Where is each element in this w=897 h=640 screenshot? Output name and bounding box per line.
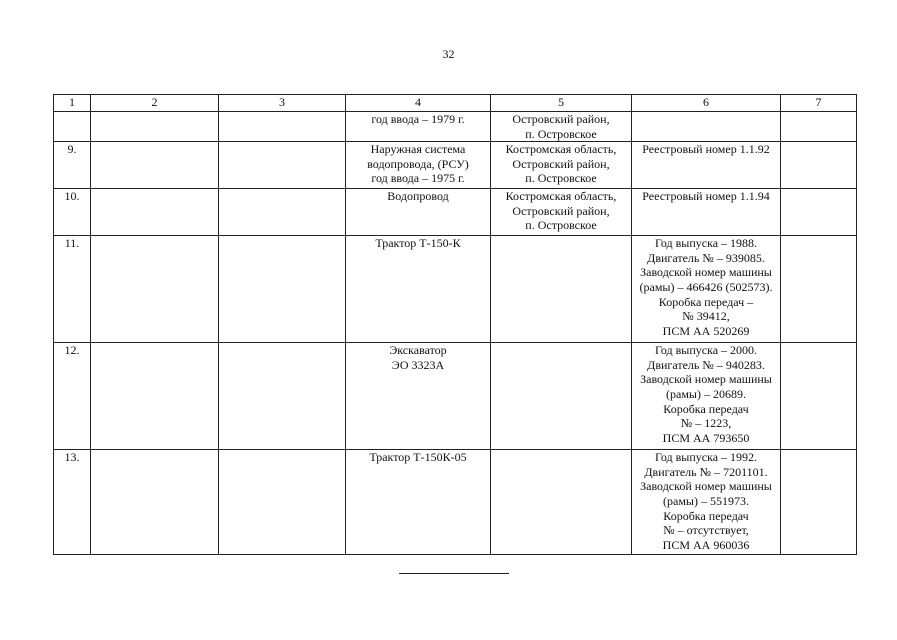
cell-text-line: Островский район, [512,156,610,171]
cell-col-5 [491,112,632,142]
cell-text-line: Островский район, [512,112,610,126]
cell-col-6 [632,450,781,555]
row-number: 13. [64,450,80,465]
cell-col-5 [491,343,632,450]
cell-text-line: п. Островское [525,126,597,141]
header-cell-2: 2 [91,95,219,112]
cell-text-line: п. Островское [525,171,597,186]
header-cell-1: 1 [54,95,91,112]
cell-text-line: (рамы) – 551973. [663,493,749,508]
cell-text-line: Островский район, [512,203,610,218]
cell-col-4 [346,142,491,189]
cell-text-line: № – 1223, [680,416,732,431]
cell-col-1 [54,236,91,343]
cell-text-line: Реестровый номер 1.1.94 [642,189,770,204]
cell-col-7 [781,112,857,142]
cell-text-line: ЭО 3323А [391,357,445,372]
cell-col-3 [219,236,346,343]
cell-col-5 [491,189,632,236]
table-header-row [54,95,857,112]
row-number: 9. [67,142,77,157]
cell-col-1 [54,450,91,555]
cell-text-line: Год выпуска – 1992. [654,450,758,465]
cell-col-7 [781,142,857,189]
cell-text-line: (рамы) – 466426 (502573). [639,279,773,294]
cell-text-line: п. Островское [525,218,597,233]
cell-col-3 [219,450,346,555]
cell-col-5 [491,142,632,189]
cell-text-line: Экскаватор [389,343,447,358]
cell-text-line: водопровода, (РСУ) [367,156,469,171]
cell-col-1 [54,189,91,236]
cell-text-line: № – отсутствует, [663,523,749,538]
cell-text-line: ПСМ АА 793650 [662,430,750,445]
cell-col-4 [346,112,491,142]
cell-text-line: Костромская область, [505,142,617,157]
cell-text-line: ПСМ АА 960036 [662,537,750,552]
row-number: 12. [64,343,80,358]
cell-text-line: Трактор Т-150К-05 [369,450,467,465]
cell-col-2 [91,450,219,555]
cell-col-6 [632,189,781,236]
cell-text-line: № 39412, [682,309,730,324]
property-registry-table [53,94,857,555]
cell-text-line: Реестровый номер 1.1.92 [642,142,770,157]
cell-col-3 [219,343,346,450]
cell-text-line: год ввода – 1979 г. [371,112,465,126]
cell-text-line: Двигатель № – 939085. [647,250,765,265]
header-cell-3: 3 [219,95,346,112]
cell-text-line: Коробка передач – [658,294,754,309]
cell-text-line: Год выпуска – 2000. [654,343,758,358]
cell-col-2 [91,236,219,343]
cell-col-3 [219,189,346,236]
cell-text-line: Заводской номер машины [640,265,772,280]
table-row [54,112,857,142]
cell-text-line: Двигатель № – 7201101. [644,464,768,479]
cell-text-line: (рамы) – 20689. [666,386,746,401]
row-number: 11. [64,236,80,251]
cell-col-7 [781,343,857,450]
header-cell-7: 7 [781,95,857,112]
cell-col-5 [491,236,632,343]
cell-text-line: Год выпуска – 1988. [654,236,758,251]
cell-text-line: Двигатель № – 940283. [647,357,765,372]
header-cell-4: 4 [346,95,491,112]
table-row [54,189,857,236]
cell-col-7 [781,450,857,555]
cell-col-5 [491,450,632,555]
cell-col-3 [219,142,346,189]
cell-col-4 [346,236,491,343]
table-row [54,343,857,450]
cell-col-7 [781,236,857,343]
cell-text-line: Коробка передач [663,401,749,416]
header-cell-6: 6 [632,95,781,112]
cell-col-6 [632,112,781,142]
header-cell-5: 5 [491,95,632,112]
cell-text-line: Водопровод [387,189,449,204]
table-row [54,450,857,555]
cell-col-1 [54,142,91,189]
cell-text-line: Заводской номер машины [640,479,772,494]
cell-col-3 [219,112,346,142]
row-number: 10. [64,189,80,204]
cell-text-line: Заводской номер машины [640,372,772,387]
cell-col-7 [781,189,857,236]
cell-col-4 [346,189,491,236]
cell-col-6 [632,236,781,343]
cell-text-line: Костромская область, [505,189,617,204]
cell-col-2 [91,343,219,450]
page-number: 32 [442,47,455,61]
cell-text-line: Трактор Т-150-К [375,236,461,251]
cell-col-6 [632,343,781,450]
cell-col-2 [91,142,219,189]
cell-col-4 [346,343,491,450]
cell-text-line: Коробка передач [663,508,749,523]
cell-text-line: год ввода – 1975 г. [371,171,465,186]
cell-col-2 [91,189,219,236]
cell-col-4 [346,450,491,555]
cell-col-2 [91,112,219,142]
cell-text-line: Наружная система [370,142,466,157]
cell-text-line: ПСМ АА 520269 [662,323,750,338]
cell-col-1 [54,343,91,450]
cell-col-1 [54,112,91,142]
cell-col-6 [632,142,781,189]
table-row [54,142,857,189]
table-row [54,236,857,343]
footer-rule [399,573,509,574]
